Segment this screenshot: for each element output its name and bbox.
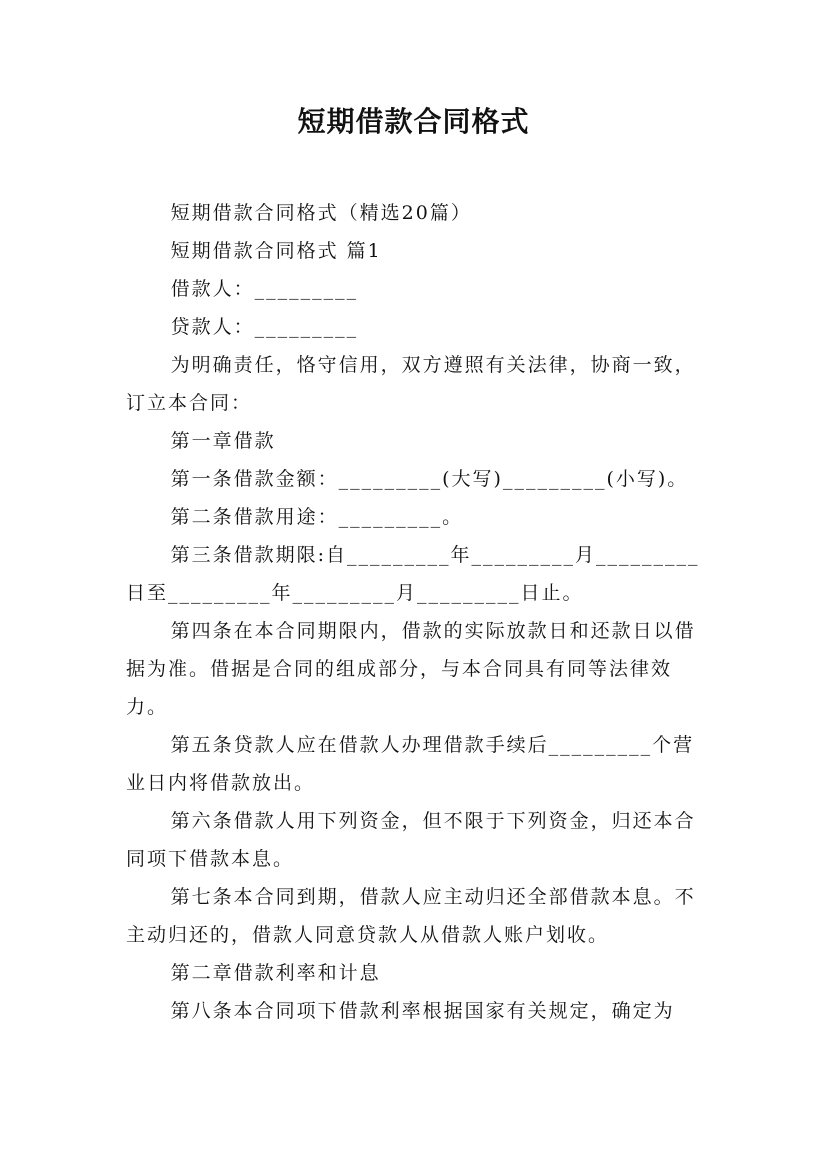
paragraph-article-3: 第三条借款期限:自_________年_________月_________日至_________年_________月_________日止。 (126, 544, 700, 604)
paragraph-article-2: 第二条借款用途：_________。 (170, 506, 464, 528)
paragraph-section-heading: 短期借款合同格式 篇1 (170, 240, 382, 262)
document-title: 短期借款合同格式 (297, 105, 530, 138)
paragraph-subtitle: 短期借款合同格式（精选20篇） (170, 202, 472, 224)
paragraph-borrower: 借款人：_________ (170, 278, 359, 300)
paragraph-chapter-2: 第二章借款利率和计息 (170, 962, 381, 984)
paragraph-article-5: 第五条贷款人应在借款人办理借款手续后_________个营业日内将借款放出。 (126, 734, 695, 794)
paragraph-article-1: 第一条借款金额：_________(大写)_________(小写)。 (170, 468, 689, 490)
paragraph-lender: 贷款人：_________ (170, 316, 359, 338)
paragraph-article-6: 第六条借款人用下列资金，但不限于下列资金，归还本合同项下借款本息。 (126, 810, 696, 870)
paragraph-article-4: 第四条在本合同期限内，借款的实际放款日和还款日以借据为准。借据是合同的组成部分，与本合同具有同等法律效力。 (126, 620, 696, 718)
paragraph-article-8: 第八条本合同项下借款利率根据国家有关规定，确定为 (170, 1000, 675, 1022)
paragraph-chapter-1: 第一章借款 (170, 430, 276, 452)
paragraph-article-7: 第七条本合同到期，借款人应主动归还全部借款本息。不主动归还的，借款人同意贷款人从借款人账户划收。 (126, 886, 696, 946)
document-body (126, 194, 708, 1030)
paragraph-preamble: 为明确责任，恪守信用，双方遵照有关法律，协商一致，订立本合同： (126, 354, 696, 414)
